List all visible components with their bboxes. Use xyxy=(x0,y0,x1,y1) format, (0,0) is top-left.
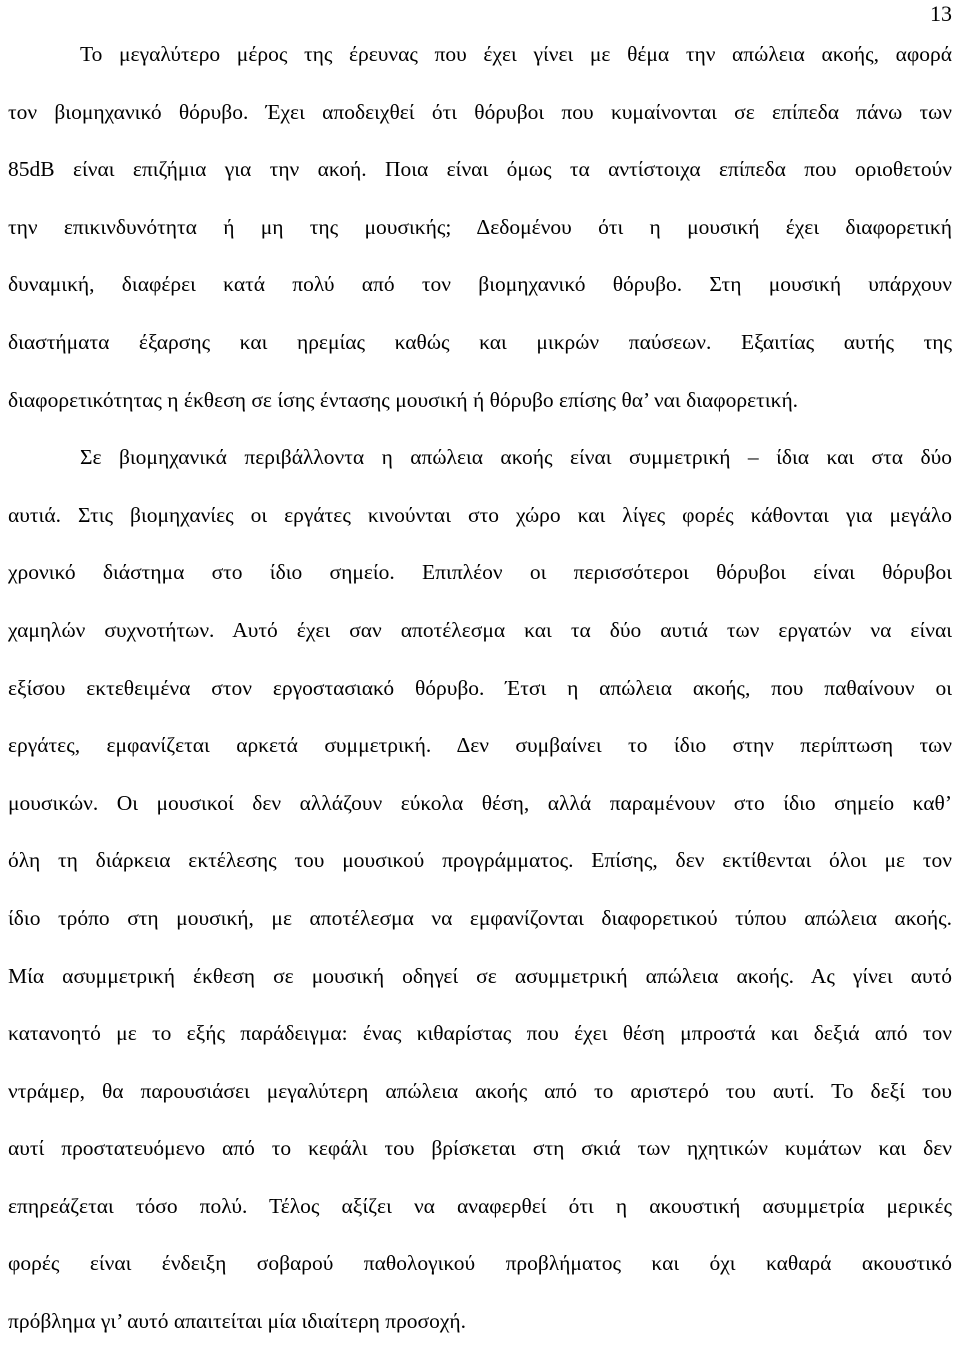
text-line: Το μεγαλύτερο μέρος της έρευνας που έχει γίνει με θέμα την απώλεια ακοής, αφορά xyxy=(80,42,952,66)
page-number: 13 xyxy=(930,1,952,26)
text-line: αυτί προστατευόμενο από το κεφάλι του βρίσκεται στη σκιά των ηχητικών κυμάτων και δεν xyxy=(8,1136,952,1161)
text-line: επηρεάζεται τόσο πολύ. Τέλος αξίζει να αναφερθεί ότι η ακουστική ασυμμετρία μερικές xyxy=(8,1193,952,1218)
text-line: 85dB είναι επιζήμια για την ακοή. Ποια είναι όμως τα αντίστοιχα επίπεδα που οριοθετούν xyxy=(8,157,952,182)
text-line: χρονικό διάστημα στο ίδιο σημείο. Επιπλέον οι περισσότεροι θόρυβοι είναι θόρυβοι xyxy=(8,560,952,585)
text-line: ντράμερ, θα παρουσιάσει μεγαλύτερη απώλεια ακοής από το αριστερό του αυτί. Το δεξί του xyxy=(8,1078,952,1103)
text-line: κατανοητό με το εξής παράδειγμα: ένας κιθαρίστας που έχει θέση μπροστά και δεξιά από τον xyxy=(8,1021,952,1046)
text-line: την επικινδυνότητα ή μη της μουσικής; Δεδομένου ότι η μουσική έχει διαφορετική xyxy=(8,214,952,239)
text-line: φορές είναι ένδειξη σοβαρού παθολογικού προβλήματος και όχι καθαρά ακουστικό xyxy=(8,1251,952,1276)
text-line: τον βιομηχανικό θόρυβο. Έχει αποδειχθεί ότι θόρυβοι που κυμαίνονται σε επίπεδα πάνω των xyxy=(8,99,952,124)
body-text xyxy=(8,34,952,1359)
text-line: ίδιο τρόπο στη μουσική, με αποτέλεσμα να εμφανίζονται διαφορετικού τύπου απώλεια ακοής. xyxy=(8,905,952,930)
text-line: διαφορετικότητας η έκθεση σε ίσης έντασης μουσική ή θόρυβο επίσης θα’ ναι διαφορετική. xyxy=(8,387,799,412)
text-line: πρόβλημα γι’ αυτό απαιτείται μία ιδιαίτερη προσοχή. xyxy=(8,1309,467,1334)
text-line: δυναμική, διαφέρει κατά πολύ από τον βιομηχανικό θόρυβο. Στη μουσική υπάρχουν xyxy=(8,272,952,297)
text-line: όλη τη διάρκεια εκτέλεσης του μουσικού προγράμματος. Επίσης, δεν εκτίθενται όλοι με τον xyxy=(8,848,952,873)
text-line: εργάτες, εμφανίζεται αρκετά συμμετρική. Δεν συμβαίνει το ίδιο στην περίπτωση των xyxy=(8,733,952,758)
text-line: Σε βιομηχανικά περιβάλλοντα η απώλεια ακοής είναι συμμετρική – ίδια και στα δύο xyxy=(80,445,952,470)
text-line: χαμηλών συχνοτήτων. Αυτό έχει σαν αποτέλεσμα και τα δύο αυτιά των εργατών να είναι xyxy=(8,617,952,642)
text-line: εξίσου εκτεθειμένα στον εργοστασιακό θόρυβο. Έτσι η απώλεια ακοής, που παθαίνουν οι xyxy=(8,675,952,700)
text-line: διαστήματα έξαρσης και ηρεμίας καθώς και μικρών παύσεων. Εξαιτίας αυτής της xyxy=(8,329,952,354)
text-line: μουσικών. Οι μουσικοί δεν αλλάζουν εύκολα θέση, αλλά παραμένουν στο ίδιο σημείο καθ’ xyxy=(8,790,952,815)
text-line: αυτιά. Στις βιομηχανίες οι εργάτες κινούνται στο χώρο και λίγες φορές κάθονται για μεγάλο xyxy=(8,502,952,527)
text-line: Μία ασυμμετρική έκθεση σε μουσική οδηγεί σε ασυμμετρική απώλεια ακοής. Ας γίνει αυτό xyxy=(8,963,952,988)
